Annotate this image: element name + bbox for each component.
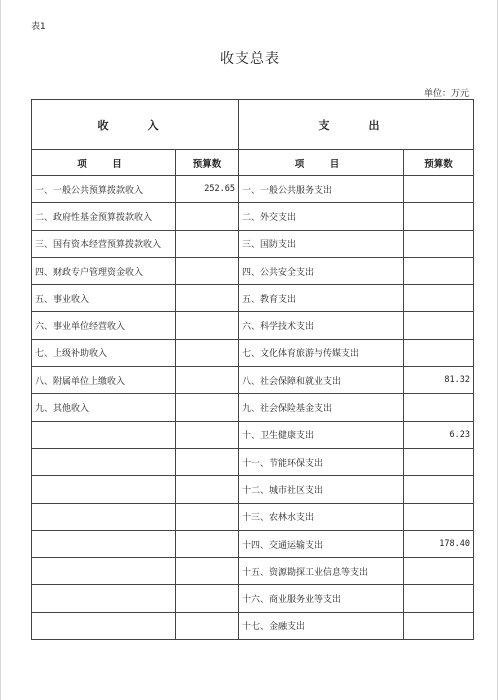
table-row (32, 476, 474, 503)
expense-amount-cell (404, 558, 474, 585)
unit-label: 单位：万元 (423, 89, 469, 99)
table-row (32, 421, 474, 448)
table-row (32, 312, 474, 339)
expense-item-header: 项 目 (239, 150, 404, 176)
expense-amount-cell (404, 230, 474, 257)
income-item-cell (32, 558, 176, 585)
expense-amount-cell (404, 394, 474, 421)
income-header: 收 入 (32, 100, 239, 150)
expense-header: 支 出 (239, 100, 474, 150)
expense-amount-cell: 178.40 (404, 530, 474, 557)
expense-amount-cell (404, 585, 474, 612)
income-amount-cell (176, 448, 239, 475)
income-amount-cell (176, 558, 239, 585)
doc-label: 表1 (31, 22, 46, 32)
income-amount-cell (176, 312, 239, 339)
expense-amount-cell (404, 257, 474, 284)
expense-item-cell: 六、科学技术支出 (239, 312, 404, 339)
income-item-cell (32, 585, 176, 612)
table-row (32, 394, 474, 421)
column-header-row (32, 150, 474, 176)
table-row (32, 285, 474, 312)
income-item-cell: 六、事业单位经营收入 (32, 312, 176, 339)
income-item-cell: 四、财政专户管理资金收入 (32, 257, 176, 284)
expense-amount-cell (404, 448, 474, 475)
table-row (32, 367, 474, 394)
income-item-cell (32, 476, 176, 503)
expense-amount-cell (404, 476, 474, 503)
table-row (32, 176, 474, 203)
expense-item-cell: 二、外交支出 (239, 203, 404, 230)
income-amount-cell (176, 339, 239, 366)
expense-item-cell: 八、社会保障和就业支出 (239, 367, 404, 394)
income-item-cell (32, 421, 176, 448)
table-row (32, 257, 474, 284)
income-amount-cell (176, 421, 239, 448)
table-row (32, 612, 474, 639)
income-item-cell: 二、政府性基金预算拨款收入 (32, 203, 176, 230)
table-row (32, 230, 474, 257)
expense-item-cell: 十、卫生健康支出 (239, 421, 404, 448)
expense-item-cell: 三、国防支出 (239, 230, 404, 257)
income-item-cell: 五、事业收入 (32, 285, 176, 312)
income-amount-cell (176, 367, 239, 394)
expense-item-cell: 一、一般公共服务支出 (239, 176, 404, 203)
income-amount-cell (176, 585, 239, 612)
expense-item-cell: 十三、农林水支出 (239, 503, 404, 530)
income-budget-header: 预算数 (176, 150, 239, 176)
table-row (32, 503, 474, 530)
income-amount-cell (176, 230, 239, 257)
table-row (32, 585, 474, 612)
income-amount-cell (176, 503, 239, 530)
income-item-cell (32, 530, 176, 557)
expense-item-cell: 九、社会保险基金支出 (239, 394, 404, 421)
income-amount-cell (176, 285, 239, 312)
income-amount-cell (176, 612, 239, 639)
income-item-header: 项 目 (32, 150, 176, 176)
expense-amount-cell (404, 285, 474, 312)
expense-item-cell: 十七、金融支出 (239, 612, 404, 639)
income-item-cell: 八、附属单位上缴收入 (32, 367, 176, 394)
table-row (32, 530, 474, 557)
income-item-cell (32, 448, 176, 475)
expense-item-cell: 十四、交通运输支出 (239, 530, 404, 557)
table-row (32, 339, 474, 366)
income-amount-cell (176, 394, 239, 421)
income-item-cell: 九、其他收入 (32, 394, 176, 421)
expense-item-cell: 四、公共安全支出 (239, 257, 404, 284)
expense-item-cell: 七、文化体育旅游与传媒支出 (239, 339, 404, 366)
expense-amount-cell: 6.23 (404, 421, 474, 448)
expense-item-cell: 十六、商业服务业等支出 (239, 585, 404, 612)
expense-amount-cell (404, 503, 474, 530)
expense-amount-cell (404, 339, 474, 366)
income-amount-cell (176, 476, 239, 503)
income-amount-cell (176, 257, 239, 284)
table-row (32, 448, 474, 475)
table-row (32, 558, 474, 585)
income-item-cell: 三、国有资本经营预算拨款收入 (32, 230, 176, 257)
income-item-cell: 七、上级补助收入 (32, 339, 176, 366)
income-amount-cell (176, 203, 239, 230)
expense-amount-cell (404, 612, 474, 639)
expense-amount-cell (404, 312, 474, 339)
income-item-cell (32, 612, 176, 639)
table-row (32, 203, 474, 230)
expense-amount-cell (404, 176, 474, 203)
income-item-cell: 一、一般公共预算拨款收入 (32, 176, 176, 203)
income-amount-cell (176, 530, 239, 557)
expense-item-cell: 五、教育支出 (239, 285, 404, 312)
expense-item-cell: 十五、资源勘探工业信息等支出 (239, 558, 404, 585)
page-title: 收支总表 (220, 51, 280, 67)
expense-budget-header: 预算数 (404, 150, 474, 176)
expense-amount-cell: 81.32 (404, 367, 474, 394)
expense-item-cell: 十一、节能环保支出 (239, 448, 404, 475)
expense-item-cell: 十二、城市社区支出 (239, 476, 404, 503)
summary-table (31, 99, 474, 640)
income-item-cell (32, 503, 176, 530)
income-amount-cell: 252.65 (176, 176, 239, 203)
expense-amount-cell (404, 203, 474, 230)
section-header-row (32, 100, 474, 150)
